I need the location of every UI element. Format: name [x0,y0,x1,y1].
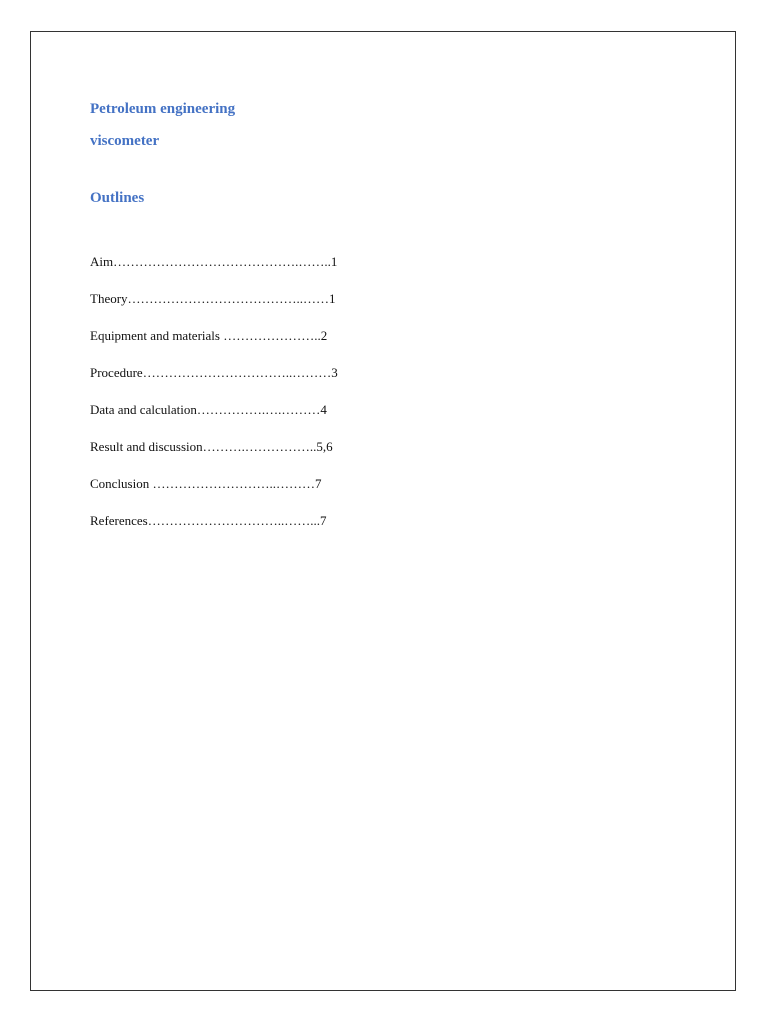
toc-entry-equipment: Equipment and materials …………………..2 [90,328,328,343]
toc-entry-references: References…………………………..……...7 [90,513,327,528]
toc-entry-procedure: Procedure……………………………..………3 [90,365,338,380]
document-title [90,93,235,157]
document-page [30,31,736,991]
toc-entry-aim: Aim…………………………………….……..1 [90,254,338,269]
toc-entry-data-calculation: Data and calculation…………….….………4 [90,402,327,417]
title-line-2: viscometer [90,133,160,149]
title-line-1: Petroleum engineering [90,101,236,117]
toc-entry-result-discussion: Result and discussion……….……………..5,6 [90,439,333,454]
outlines-heading: Outlines [90,190,145,206]
table-of-contents [90,250,338,546]
toc-entry-conclusion: Conclusion ………………………..………7 [90,476,322,491]
toc-entry-theory: Theory…………………………………..……1 [90,291,336,306]
